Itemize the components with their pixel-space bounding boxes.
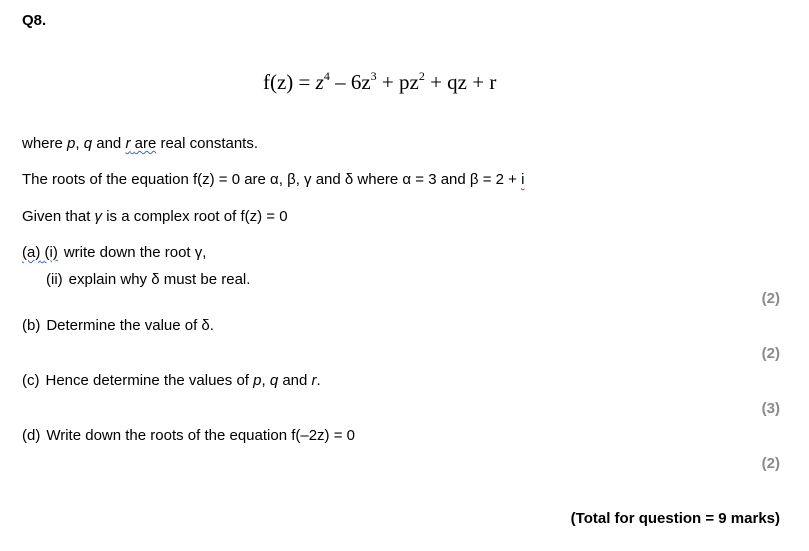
imaginary-unit: i xyxy=(521,171,525,188)
part-c-sep: , xyxy=(261,372,270,389)
eq-exp-3: 3 xyxy=(370,69,377,83)
part-b-label: (b) xyxy=(22,317,41,334)
roots-line xyxy=(22,171,524,188)
part-a-labels xyxy=(22,244,58,261)
eq-term-pz: + pz xyxy=(376,70,419,94)
eq-lhs: f(z) = xyxy=(263,70,316,94)
part-d-marks: (2) xyxy=(761,455,780,472)
given-suffix: is a complex root of f(z) = 0 xyxy=(102,208,288,225)
eq-term-z: z xyxy=(315,70,324,94)
part-c-label: (c) xyxy=(22,372,40,389)
part-d xyxy=(22,427,355,444)
sep: , xyxy=(75,135,84,152)
part-a-label: (a) xyxy=(22,244,41,261)
part-c-text: Hence determine the values of xyxy=(45,372,254,389)
polynomial-equation xyxy=(263,70,496,95)
part-d-label: (d) xyxy=(22,427,41,444)
constants-prefix: where xyxy=(22,135,68,152)
part-d-text: Write down the roots of the equation f(–2z) = 0 xyxy=(46,427,355,444)
part-c-and: and xyxy=(278,372,312,389)
and-text: and xyxy=(92,135,126,152)
part-a-ii-text: explain why δ must be real. xyxy=(68,271,251,288)
eq-term-qz-r: + qz + r xyxy=(424,70,497,94)
part-a-sub-ii: (ii) xyxy=(46,271,63,288)
are-text: are xyxy=(134,135,157,152)
part-c xyxy=(22,372,321,389)
gamma-symbol: γ xyxy=(94,208,103,225)
given-prefix: Given that xyxy=(22,208,95,225)
part-a-sub-i: (i) xyxy=(44,244,58,261)
part-c-p: p xyxy=(253,372,262,389)
var-r: r xyxy=(125,135,131,152)
constants-suffix: real constants. xyxy=(156,135,259,152)
part-c-q: q xyxy=(269,372,279,389)
part-a-ii xyxy=(46,271,250,288)
part-c-r: r xyxy=(311,372,317,389)
roots-text: The roots of the equation f(z) = 0 are α, β, γ and δ where α = 3 and β = 2 + xyxy=(22,171,522,188)
var-q: q xyxy=(83,135,93,152)
total-marks: (Total for question = 9 marks) xyxy=(570,510,780,527)
part-a-i-text: write down the root γ, xyxy=(63,244,207,261)
part-c-marks: (3) xyxy=(761,400,780,417)
part-b-marks: (2) xyxy=(761,345,780,362)
part-b-text: Determine the value of δ. xyxy=(46,317,214,334)
part-c-end: . xyxy=(316,372,321,389)
eq-exp-2: 2 xyxy=(418,69,425,83)
part-b xyxy=(22,317,214,334)
part-a-i xyxy=(22,244,206,261)
constants-line xyxy=(22,135,258,152)
part-a-marks: (2) xyxy=(761,290,780,307)
eq-term-6z: – 6z xyxy=(329,70,371,94)
var-p: p xyxy=(67,135,76,152)
given-line xyxy=(22,208,288,225)
eq-exp-4: 4 xyxy=(323,69,330,83)
question-number: Q8. xyxy=(22,12,47,29)
